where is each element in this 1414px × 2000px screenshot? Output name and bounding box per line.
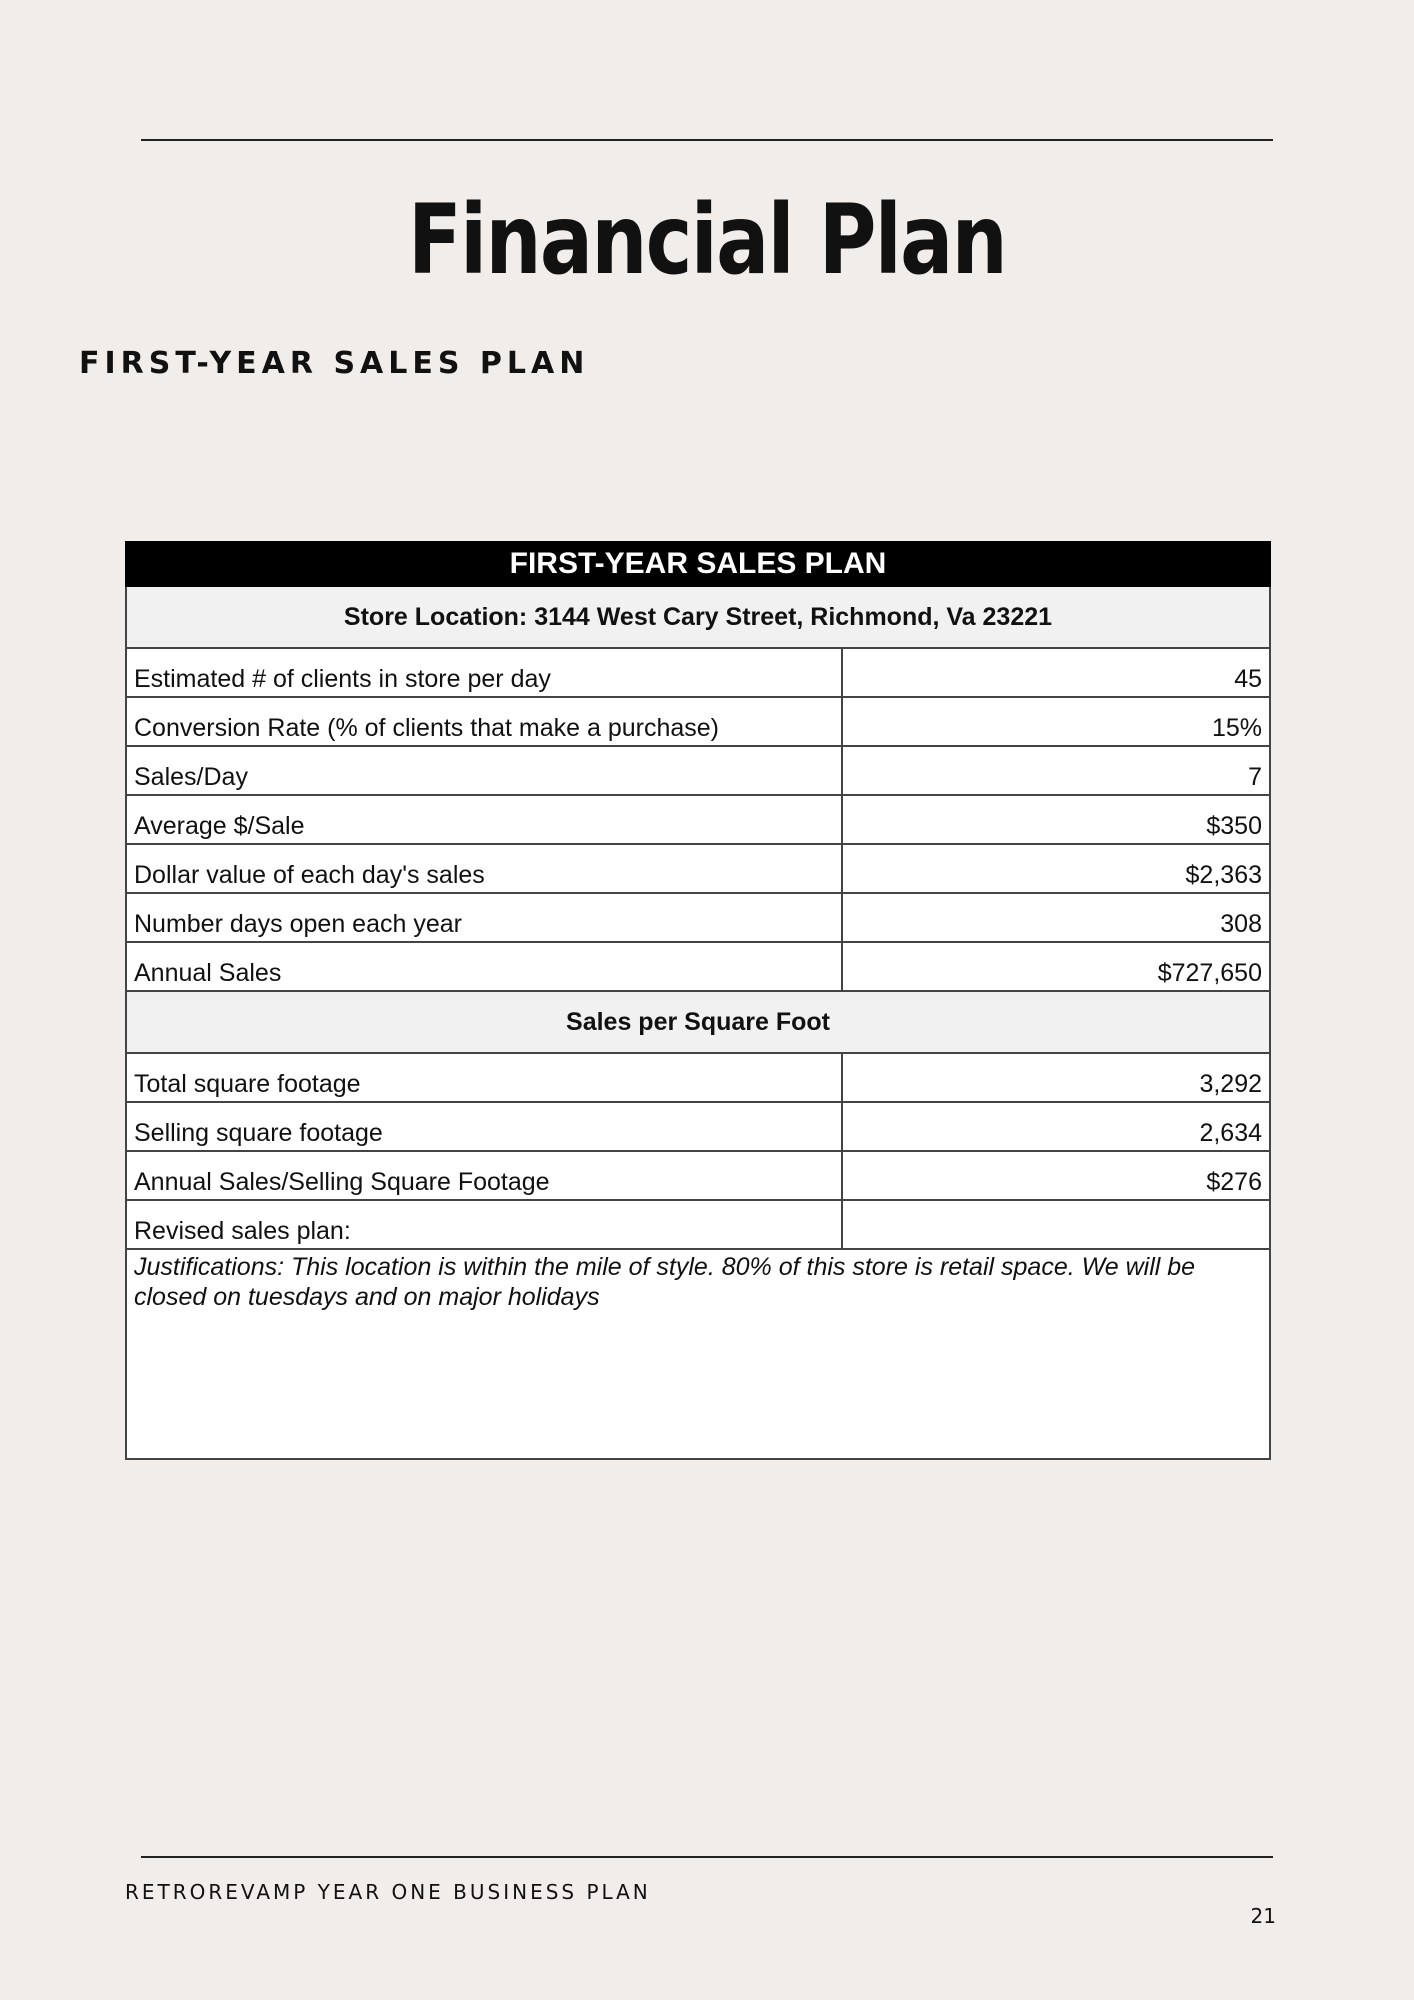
row-value: 7: [842, 746, 1270, 795]
row-value: 45: [842, 648, 1270, 697]
top-rule: [141, 139, 1273, 141]
table-row: [126, 697, 1270, 746]
row-label: Annual Sales: [126, 942, 842, 991]
row-value: $727,650: [842, 942, 1270, 991]
row-label: Revised sales plan:: [126, 1200, 842, 1249]
page-number: 21: [1250, 1904, 1276, 1928]
justification-row: [126, 1249, 1270, 1459]
row-label: Average $/Sale: [126, 795, 842, 844]
row-label: Selling square footage: [126, 1102, 842, 1151]
table-banner-row: [126, 542, 1270, 586]
row-label: Estimated # of clients in store per day: [126, 648, 842, 697]
table-row: [126, 1053, 1270, 1102]
table-row: [126, 648, 1270, 697]
store-location-row: [126, 586, 1270, 648]
row-value: 15%: [842, 697, 1270, 746]
row-value: $276: [842, 1151, 1270, 1200]
table-row: [126, 746, 1270, 795]
sales-plan-table: [125, 541, 1271, 1460]
row-value: [842, 1200, 1270, 1249]
table-row: [126, 893, 1270, 942]
row-label: Conversion Rate (% of clients that make a purchase): [126, 697, 842, 746]
bottom-rule: [141, 1856, 1273, 1858]
row-label: Number days open each year: [126, 893, 842, 942]
table-row: [126, 1151, 1270, 1200]
row-label: Dollar value of each day's sales: [126, 844, 842, 893]
footer-title: RETROREVAMP YEAR ONE BUSINESS PLAN: [125, 1880, 651, 1904]
section-heading: FIRST-YEAR SALES PLAN: [79, 346, 590, 381]
row-value: 2,634: [842, 1102, 1270, 1151]
page-title: Financial Plan: [407, 184, 1006, 296]
row-value: 3,292: [842, 1053, 1270, 1102]
row-label: Sales/Day: [126, 746, 842, 795]
store-location: Store Location: 3144 West Cary Street, Richmond, Va 23221: [126, 586, 1270, 648]
table-subheader: Sales per Square Foot: [126, 991, 1270, 1053]
row-value: $350: [842, 795, 1270, 844]
justification-text: Justifications: This location is within the mile of style. 80% of this store is retail space. We will be closed on tuesdays and on major holidays: [126, 1249, 1270, 1459]
row-label: Annual Sales/Selling Square Footage: [126, 1151, 842, 1200]
table-row: [126, 1200, 1270, 1249]
row-value: 308: [842, 893, 1270, 942]
table-row: [126, 1102, 1270, 1151]
row-value: $2,363: [842, 844, 1270, 893]
table-row: [126, 795, 1270, 844]
table-banner: FIRST-YEAR SALES PLAN: [126, 542, 1270, 586]
row-label: Total square footage: [126, 1053, 842, 1102]
table-row: [126, 942, 1270, 991]
subheader-row: [126, 991, 1270, 1053]
table-row: [126, 844, 1270, 893]
